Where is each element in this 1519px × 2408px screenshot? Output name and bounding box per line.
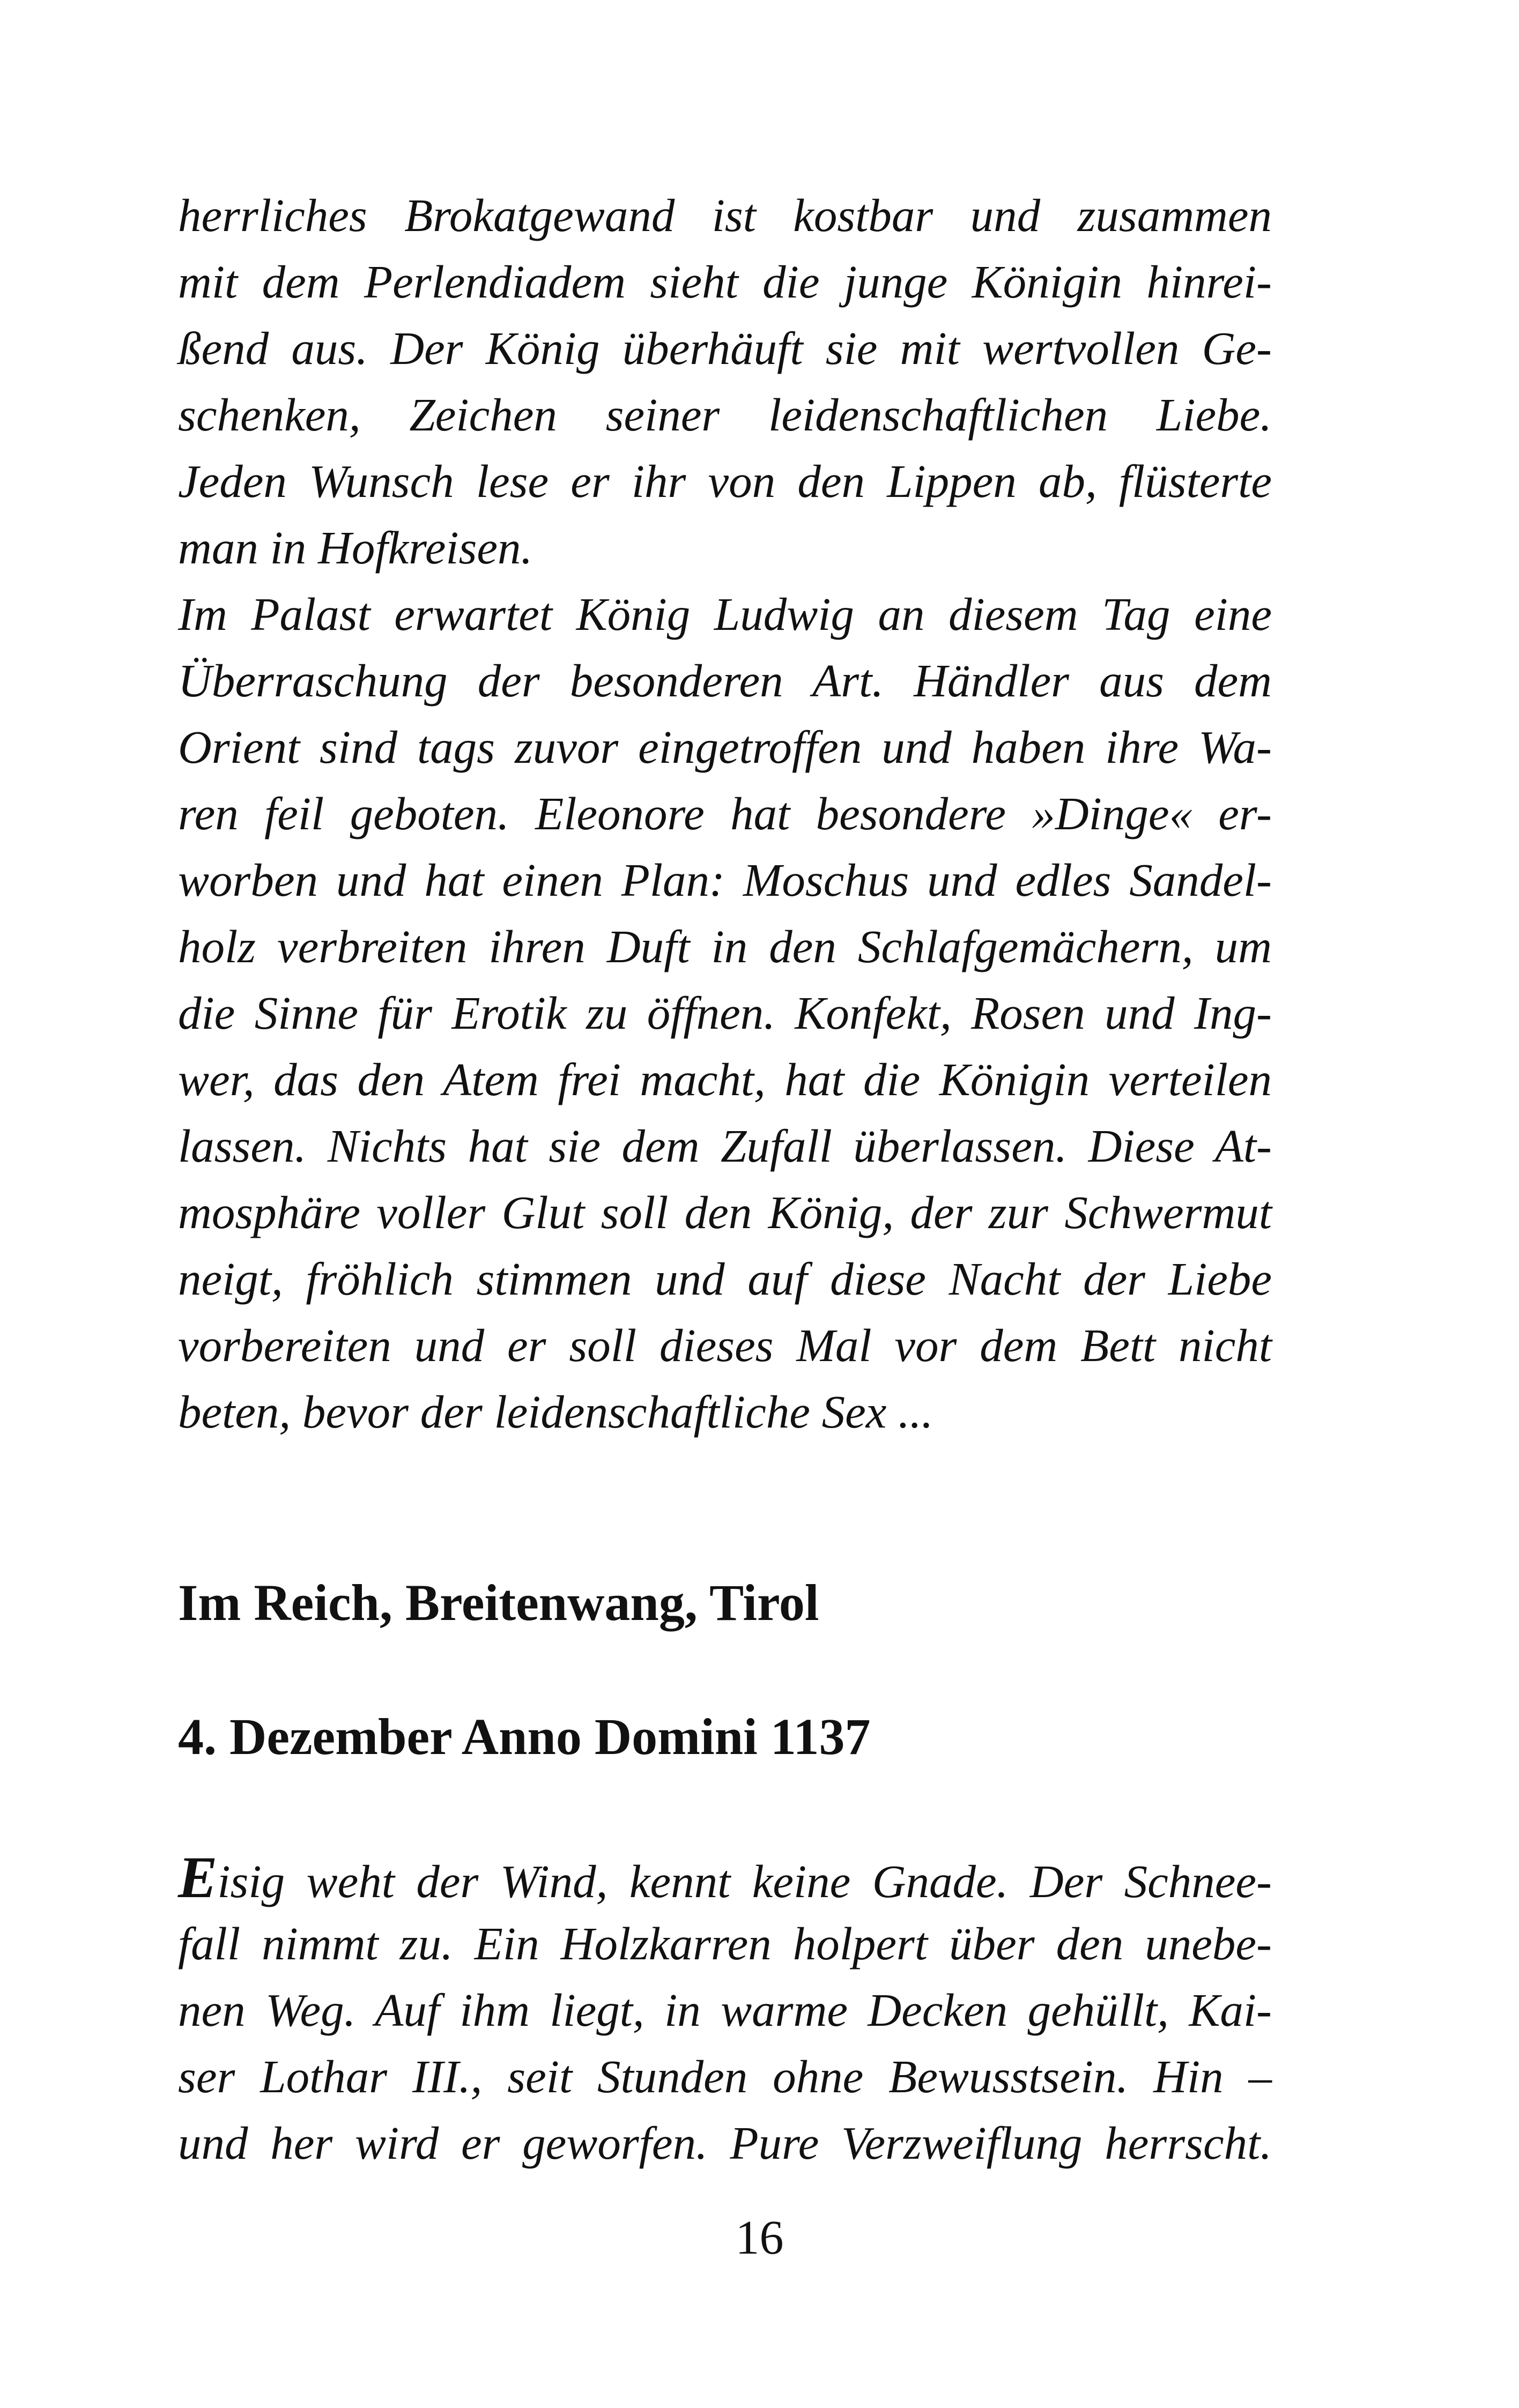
text-line-first xyxy=(178,1844,1272,1911)
text-line: wer, das den Atem frei macht, hat die Königin verteilen xyxy=(178,1053,1272,1105)
paragraph-new-section xyxy=(178,1844,1272,2176)
section-heading-place: Im Reich, Breitenwang, Tirol xyxy=(178,1574,819,1631)
drop-cap: E xyxy=(178,1845,218,1910)
paragraph-continued xyxy=(178,182,1272,1445)
text-line: neigt, fröhlich stimmen und auf diese Nacht der Liebe xyxy=(178,1253,1272,1305)
section-heading-date: 4. Dezember Anno Domini 1137 xyxy=(178,1708,871,1765)
text-line: schenken, Zeichen seiner leidenschaftlichen Liebe. xyxy=(178,389,1272,441)
text-line: fall nimmt zu. Ein Holzkarren holpert über den unebe- xyxy=(178,1918,1272,1969)
text-line: lassen. Nichts hat sie dem Zufall überlassen. Diese At- xyxy=(178,1120,1272,1172)
text-line: ser Lothar III., seit Stunden ohne Bewusstsein. Hin – xyxy=(178,2050,1272,2102)
text-line: nen Weg. Auf ihm liegt, in warme Decken gehüllt, Kai- xyxy=(178,1984,1272,2036)
text-line: holz verbreiten ihren Duft in den Schlafgemächern, um xyxy=(178,920,1272,972)
text-line: beten, bevor der leidenschaftliche Sex ... xyxy=(178,1386,933,1438)
text-line: herrliches Brokatgewand ist kostbar und zusammen xyxy=(178,189,1272,241)
first-line-text: isig weht der Wind, kennt keine Gnade. Der Schnee- xyxy=(217,1855,1272,1907)
page-number: 16 xyxy=(735,2211,784,2264)
text-line: Im Palast erwartet König Ludwig an diesem Tag eine xyxy=(178,588,1272,640)
text-line: vorbereiten und er soll dieses Mal vor dem Bett nicht xyxy=(178,1319,1272,1371)
text-line: man in Hofkreisen. xyxy=(178,522,533,574)
text-line: Jeden Wunsch lese er ihr von den Lippen ab, flüsterte xyxy=(178,455,1272,507)
text-line: ßend aus. Der König überhäuft sie mit wertvollen Ge- xyxy=(178,322,1272,374)
text-line: Überraschung der besonderen Art. Händler aus dem xyxy=(178,655,1272,707)
text-line: Orient sind tags zuvor eingetroffen und haben ihre Wa- xyxy=(178,721,1272,773)
text-line: mosphäre voller Glut soll den König, der zur Schwermut xyxy=(178,1186,1272,1238)
text-line: die Sinne für Erotik zu öffnen. Konfekt, Rosen und Ing- xyxy=(178,987,1272,1039)
text-line: mit dem Perlendiadem sieht die junge Königin hinrei- xyxy=(178,256,1272,308)
text-line: ren feil geboten. Eleonore hat besondere »Dinge« er- xyxy=(178,787,1272,839)
text-line: worben und hat einen Plan: Moschus und edles Sandel- xyxy=(178,854,1272,906)
text-line: und her wird er geworfen. Pure Verzweiflung herrscht. xyxy=(178,2117,1272,2169)
